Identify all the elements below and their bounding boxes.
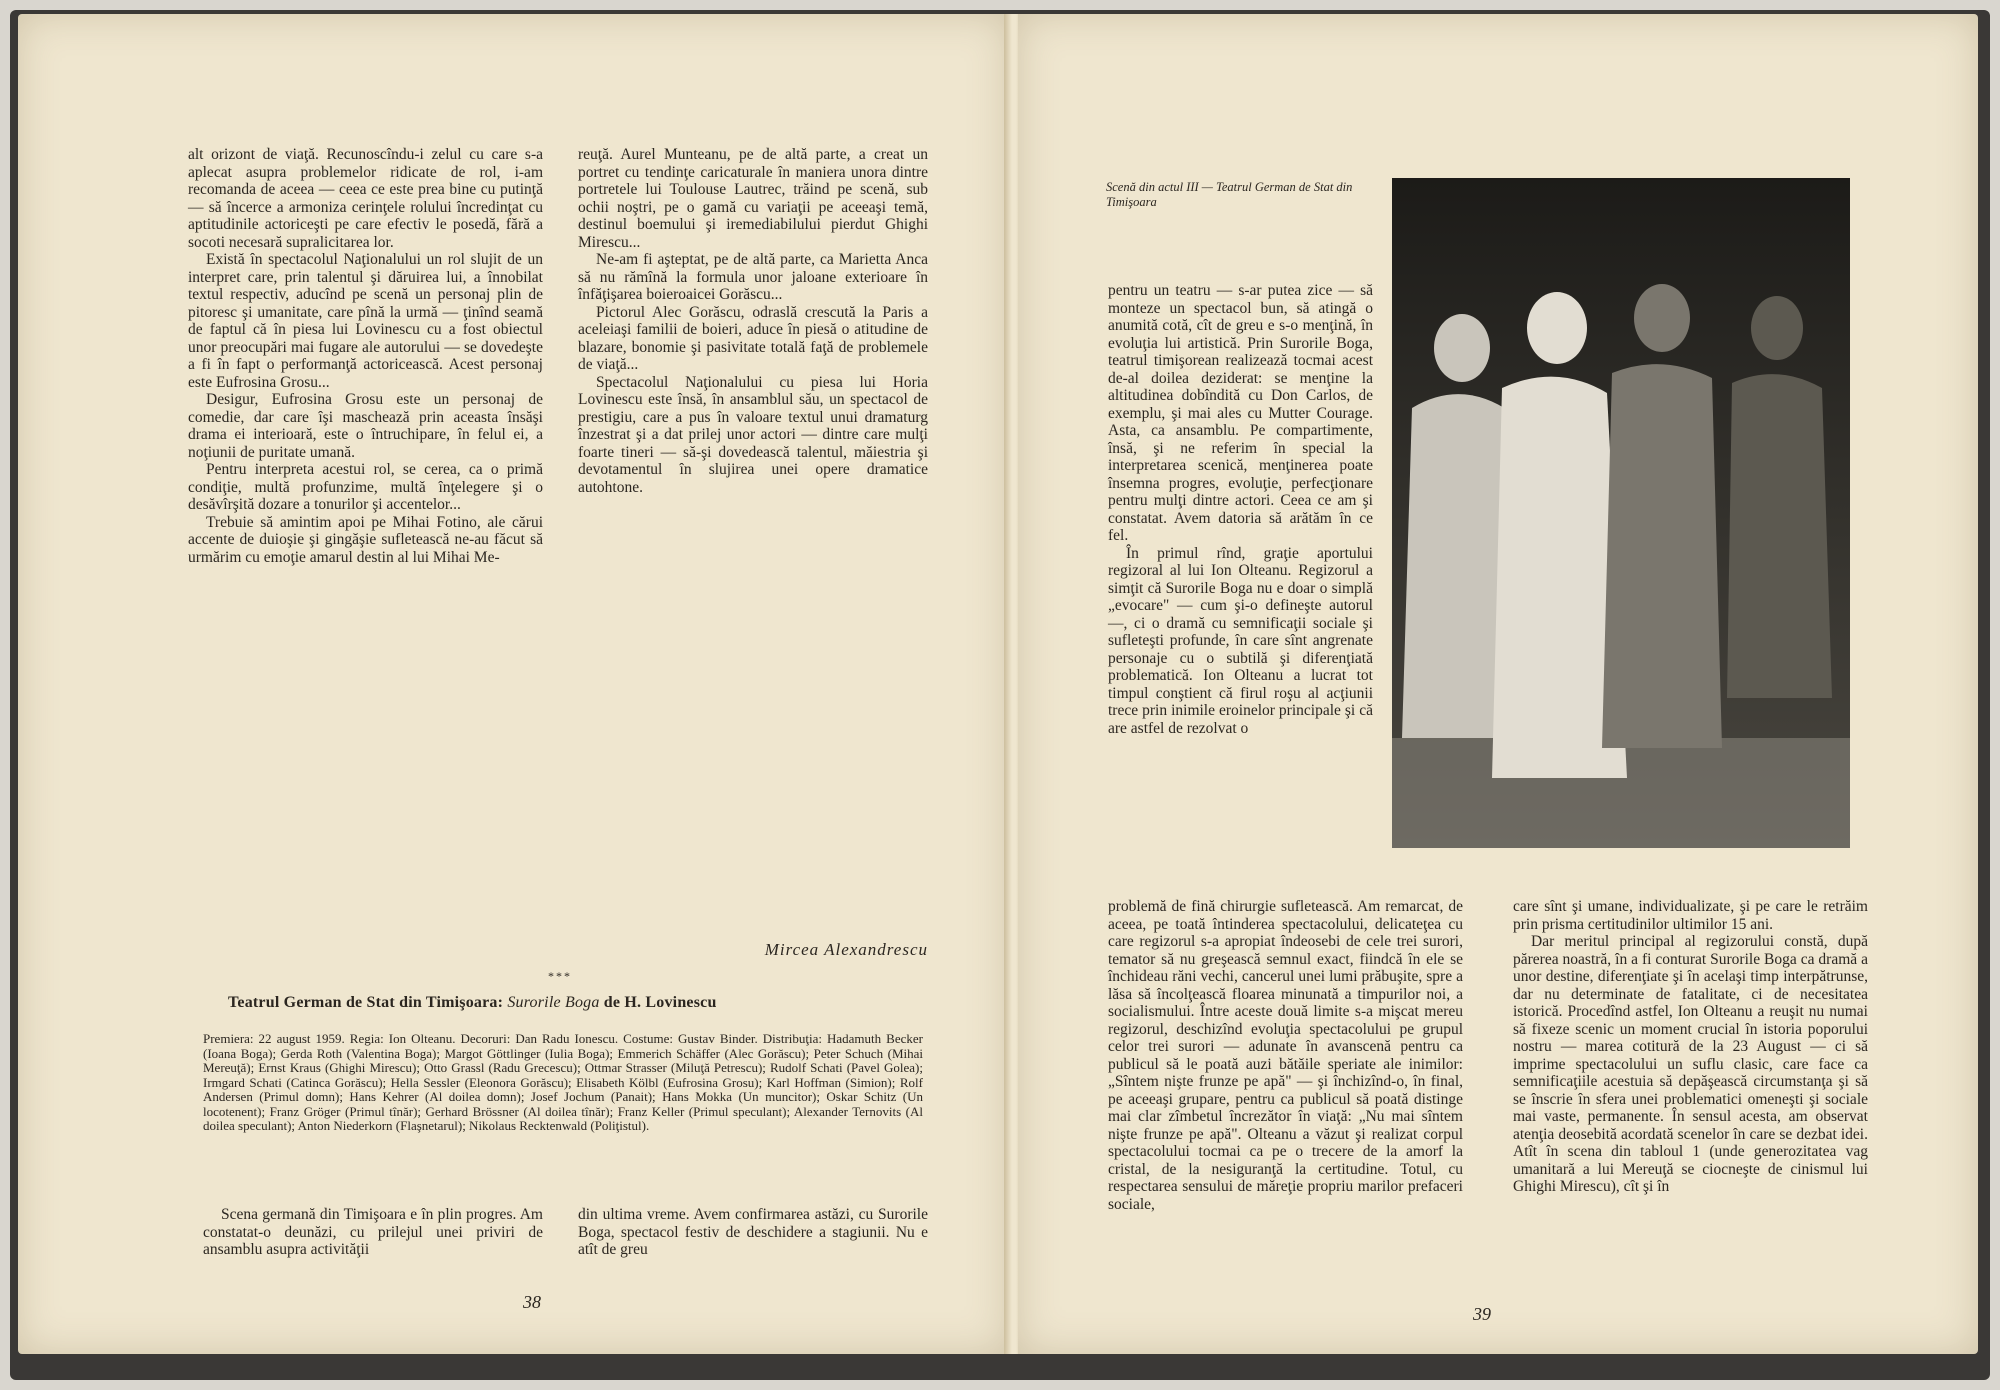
paragraph: Desigur, Eufrosina Grosu este un personaj de comedie, dar care îşi maschează prin aceasta însăşi drama ei interioară, este o întruchipare, în felul ei, a noţiunii de puritate umană. [188,391,543,461]
paragraph: reuţă. Aurel Munteanu, pe de altă parte, a creat un portret cu tendinţe caricaturale în maniera unora dintre portretele lui Toulouse Lautrec, trăind pe scenă, sub ochii noştri, pe o gamă cu variaţii pe aceeaşi temă, destinul boemului şi iremediabilului pierdut Ghighi Mirescu... [578,146,928,251]
paragraph: Dar meritul principal al regizorului constă, după părerea noastră, în a fi conturat Surorile Boga ca dramă a unor destine, diferenţiate şi în acelaşi timp interpătrunse, dar nu determinate de fatalitate, ci de necesitatea istorică. Procedînd astfel, Ion Olteanu a reuşit nu numai să fixeze scenic un moment crucial în istoria poporului nostru — marea cotitură de la 23 August — ci să imprime spectacolului un suflu clasic, care face ca semnificaţiile acestuia să depăşească circumstanţa şi să se înscrie în sfera unei problematici omeneşti şi sociale mai vaste, permanente. În sensul acesta, am observat atenţia deosebită acordată scenelor în care se dezbat idei. Atît în scena din tabloul 1 (unde generozitatea vag umanitară a lui Mereuţă se ciocneşte de cinismul lui Ghighi Mirescu), cît şi în [1513,933,1868,1195]
left-page [18,14,1008,1354]
right-column-upper [1108,282,1373,737]
paragraph: alt orizont de viaţă. Recunoscîndu-i zelul cu care s-a aplecat asupra problemelor ridicate de rol, i-am recomanda de aceea — ceea ce este prea bine cu putinţă — să încerce a armoniza cerinţele rolului încredinţat cu aptitudinile actoriceşti pe care efectiv le posedă, fără a socoti necesară supralicitarea lor. [188,146,543,251]
stage-photograph [1392,178,1850,848]
paragraph: care sînt şi umane, individualizate, şi pe care le retrăim prin prisma certitudinilor ultimilor 15 ani. [1513,898,1868,933]
cast-credits: Premiera: 22 august 1959. Regia: Ion Olteanu. Decoruri: Dan Radu Ionescu. Costume: Gustav Binder. Distribuţia: Hadamuth Becker (Ioana Boga); Gerda Roth (Valentina Boga); Margot Göttlinger (Iulia Boga); Emmerich Schäffer (Alec Gorăscu); Peter Schuch (Mihai Mereuţă); Ernst Kraus (Ghighi Mirescu); Otto Grassl (Radu Grecescu); Ottmar Strasser (Miluţă Petrescu); Rudolf Schati (Pavel Golea); Irmgard Schati (Catinca Gorăscu); Hella Sessler (Eleonora Gorăscu); Elisabeth Kölbl (Eufrosina Grosu); Karl Hoffman (Simion); Rolf Andersen (Primul domn); Hans Kehrer (Al doilea domn); Josef Jochum (Panait); Hans Mokka (Un muncitor); Oskar Schitz (Un locotenent); Franz Gröger (Primul tînăr); Gerhard Brössner (Al doilea tînăr); Franz Keller (Primul speculant); Alexander Ternovits (Al doilea speculant); Anton Niederkorn (Flaşnetarul); Nikolaus Recktenwald (Poliţistul). [203,1031,923,1133]
paragraph: Scena germană din Timişoara e în plin progres. Am constatat-o deunăzi, cu prilejul unei priviri de ansamblu asupra activităţii [203,1206,543,1258]
right-column-lower-left [1108,898,1463,1213]
photograph-image [1392,178,1850,848]
paragraph: pentru un teatru — s-ar putea zice — să monteze un spectacol bun, să atingă o anumită cotă, cît de greu e s-o menţină, în evoluţia lui artistică. Prin Surorile Boga, teatrul timişorean realizează tocmai acest de-al doilea deziderat: se menţine la altitudinea dobîndită cu Don Carlos, de exemplu, şi mai ales cu Mutter Courage. Asta, ca ansamblu. Pe compartimente, însă, şi ne referim în special la interpretarea scenică, menţinerea poate însemna progres, evoluţie, perfecţionare pentru mulţi dintre actori. Ceea ce am şi constatat. Avem datoria să arătăm în ce fel. [1108,282,1373,544]
paragraph: Spectacolul Naţionalului cu piesa lui Horia Lovinescu este însă, în ansamblul său, un spectacol de prestigiu, care a pus în valoare textul unui dramaturg înzestrat şi a dat prilej unor actori — dintre care mulţi foarte tineri — să-şi dovedească talentul, măiestria şi devotamentul în slujirea unei opere dramatice autohtone. [578,373,928,496]
play-author: de H. Lovinescu [603,994,717,1011]
left-column-2 [578,146,928,496]
section-separator: *** [548,969,572,983]
left-bottom-column-2 [578,1206,928,1259]
paragraph: În primul rînd, graţie aportului regizoral al lui Ion Olteanu. Regizorul a simţit că Surorile Boga nu e doar o simplă „evocare" — cum şi-o defineşte autorul —, ci o dramă cu semnificaţii sociale şi sufleteşti profunde, în care sînt angrenate personaje cu o subtilă şi diferenţiată problematică. Ion Olteanu a lucrat tot timpul conştient că firul roşu al acţiunii trece prin inimile eroinelor principale şi că are astfel de rezolvat o [1108,544,1373,737]
right-page [1018,14,1978,1354]
page-number-left: 38 [523,1292,541,1312]
paragraph: din ultima vreme. Avem confirmarea astăzi, cu Surorile Boga, spectacol festiv de deschidere a stagiunii. Nu e atît de greu [578,1206,928,1258]
author-signature: Mircea Alexandrescu [764,940,928,959]
paragraph: problemă de fină chirurgie sufletească. Am remarcat, de aceea, pe toată întinderea spectacolului, delicateţea cu care regizorul s-a apropiat îndeosebi de cele trei surori, temator să nu greşească semnul exact, fiindcă în ele se închideau răni vechi, cancerul unei lumi prăbuşite, spre a lăsa să încolţească floarea minunată a timpurilor noi, a socialismului. Între aceste două limite s-a mişcat mereu regizorul, deschizînd evoluţia spectacolului pe grupul celor trei surori — adunate în avanscenă pentru ca publicul să le poată auzi bătăile speriate ale inimilor: „Sîntem nişte frunze pe apă" — şi închizînd-o, în final, pe aceeaşi grupare, pentru ca publicul să poată distinge mai clar zîmbetul încrezător în viaţă: „Nu mai sîntem nişte frunze pe apă". Olteanu a văzut şi realizat corpul spectacolului tocmai ca pe o trecere de la amorf la cristal, de la nesiguranţă la certitudine. Totul, cu respectarea sensului de măreţie propriu marilor prefaceri sociale, [1108,898,1463,1213]
left-bottom-column-1 [203,1206,543,1259]
photo-caption: Scenă din actul III — Teatrul German de Stat din Timişoara [1106,180,1353,209]
paragraph: Pentru interpreta acestui rol, se cerea, ca o primă condiţie, multă profunzime, multă înţelegere şi o desăvîrşită dozare a tonurilor şi accentelor... [188,461,543,513]
play-title: Surorile Boga [507,994,600,1011]
left-column-1 [188,146,543,566]
paragraph: Pictorul Alec Gorăscu, odraslă crescută la Paris a aceleiaşi familii de boieri, aduce în piesă o atitudine de blazare, bonomie şi pasivitate totală faţă de problemele de viaţă... [578,303,928,373]
theatre-name: Teatrul German de Stat din Timişoara: [228,994,504,1011]
review-heading [228,994,948,1012]
paragraph: Există în spectacolul Naţionalului un rol slujit de un interpret care, prin talentul şi dăruirea lui, a înnobilat textul respectiv, aducînd pe scenă un personaj plin de pitoresc şi umanitate, care pînă la urmă — ţinînd seamă de faptul că în piesa lui Lovinescu cu a fost obiectul unor preocupări mai fugare ale autorului — se dovedeşte a fi în fapt o performanţă actoricească. Acest personaj este Eufrosina Grosu... [188,251,543,391]
right-column-lower-right [1513,898,1868,1196]
page-number-right: 39 [1473,1304,1491,1324]
paragraph: Ne-am fi aşteptat, pe de altă parte, ca Marietta Anca să nu rămînă la formula unor jaloane exterioare în înfăţişarea boieroaicei Gorăscu... [578,251,928,303]
paragraph: Trebuie să amintim apoi pe Mihai Fotino, ale cărui accente de duioşie şi gingăşie sufletească ne-au făcut să urmărim cu emoţie amarul destin al lui Mihai Me- [188,513,543,566]
